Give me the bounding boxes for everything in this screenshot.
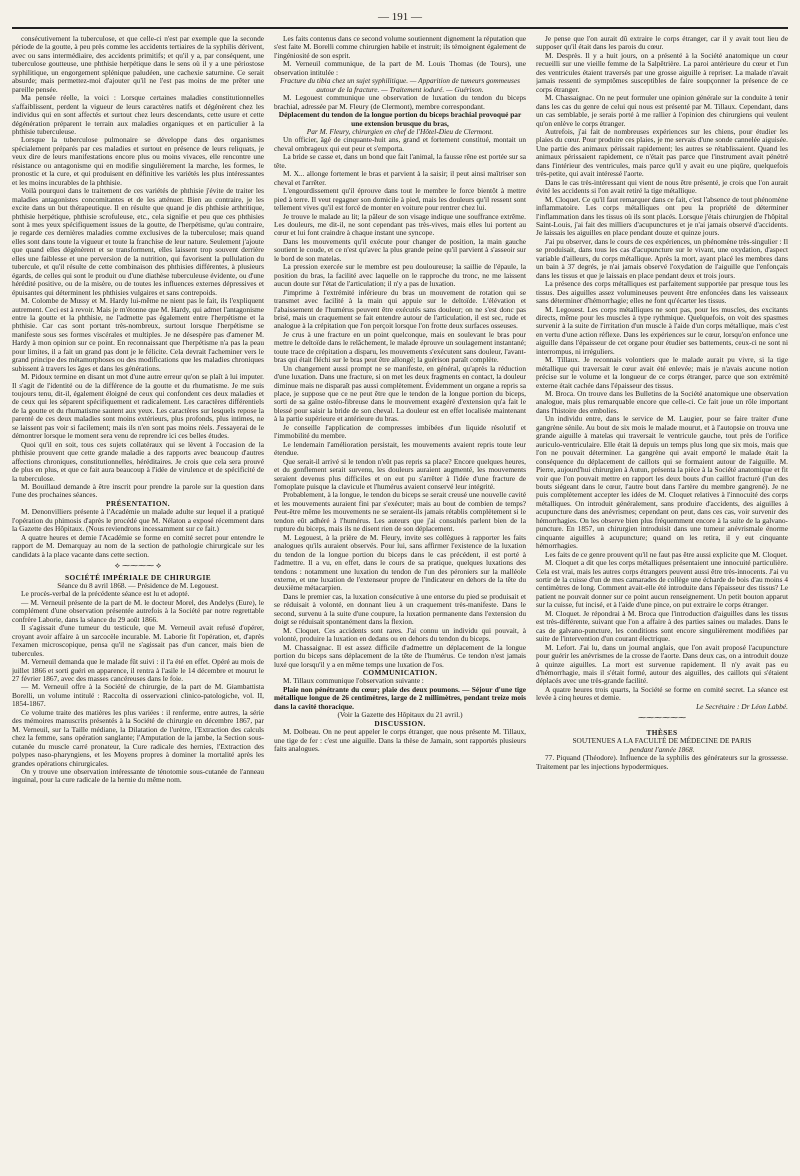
article-columns xyxy=(12,35,788,1170)
paragraph: La pression exercée sur le membre est peu douloureuse; la saillie de l'épaule, la position du bras, la facilité avec laquelle on le rapproche du tronc, ne me laissent aucun doute sur l'état de l'articulation; il n'y a pas de luxation. xyxy=(274,262,526,289)
col3-p1 xyxy=(536,35,788,703)
paragraph: M. Chassaignac. On ne peut formuler une opinion générale sur la conduite à tenir dans les cas du genre de celui qui nous est présenté par M. Tillaux. Cependant, dans un cas semblable, je serais porté à me rallier à l'opinion des chirurgiens qui veulent qu'on enlève le corps étranger. xyxy=(536,93,788,128)
column-left xyxy=(12,35,264,1170)
paragraph: Je crus à une fracture en un point quelconque, mais en soulevant le bras pour mettre le deltoïde dans le relâchement, le malade éprouve un soulagement instantané; toute trace de crépitation a disparu, les mouvements s'exécutent sans douleur, l'avant-bras qui était fléchi sur le bras peut être allongé; la guérison paraît complète. xyxy=(274,329,526,365)
paragraph: Ce volume traite des matières les plus variées : il renferme, entre autres, la série des mémoires manuscrits présentés à la Société de chirurgie en décembre 1867, par M. Verneuil, sur la Taille médiane, la Dilatation de l'urètre, l'Extraction des calculs chez la femme, sans opération sanglante; l'Amputation de la jambe, la Section sous-cutanée du muscle carré pronateur, la Cure radicale des hernies, l'Extraction des polypes naso-pharyngiens, et les Moyens propres à dominer la mortalité après les grandes opérations chirurgicales. xyxy=(12,707,264,768)
header-rule xyxy=(12,27,788,29)
paragraph: La présence des corps métalliques est parfaitement supportée par presque tous les tissus. Des aiguilles assez volumineuses peuvent être enfoncées dans les vaisseaux sans déterminer d'hémorrhagie; elles ne font qu'écarter les tissus. xyxy=(536,279,788,306)
col1-intro xyxy=(12,35,264,500)
paragraph: M. Legouest communique une observation de luxation du tendon du biceps brachial, adressée par M. Fleury (de Clermont), membre correspondant. xyxy=(274,93,526,111)
paragraph: M. Cloquet. Ce qu'il faut remarquer dans ce fait, c'est l'absence de tout phénomène inflammatoire. Les corps métalliques ont peu la propriété de déterminer l'inflammation dans les tissus où ils sont placés. Lorsque j'étais chirurgien de l'hôpital Saint-Louis, j'ai fait des milliers d'acupunctures et je n'ai jamais observé d'accidents. Je laissais les aiguilles en place pendant douze et quinze jours. xyxy=(536,194,788,238)
paragraph: M. Cloquet a dit que les corps métalliques présentaient une innocuité particulière. Cela est vrai, mais les autres corps étrangers peuvent aussi être très-innocents. J'ai vu sortir de la cuisse d'un de mes camarades de collège une écharde de bois d'au moins 4 centimètres de long. Comment avait-elle été introduite dans l'épaisseur des tissus? Le patient ne pouvait donner sur ce point aucun renseignement. Un petit bouton apparut sur la cuisse, fut incisé, et à l'aide d'une pince, on put extraire le corps étranger. xyxy=(536,558,788,610)
paragraph: J'imprime à l'extrémité inférieure du bras un mouvement de rotation qui se transmet avec facilité à la main qui appuie sur le deltoïde. L'élévation et l'abaissement de l'humérus peuvent être exécutés sans douleur; on ne s'est donc pas brisé, mais un craquement se fait entendre autour de l'articulation, il est sec, rude et analogue à la crépitation que l'on perçoit lorsque l'on frotte deux surfaces osseuses. xyxy=(274,287,526,331)
col1-presentation xyxy=(12,508,264,559)
ornamental-separator-2: ⁓⁓⁓⁓⁓⁓ xyxy=(638,713,686,723)
column-right xyxy=(536,35,788,1170)
col2-p3 xyxy=(274,136,526,669)
col2-p2 xyxy=(274,94,526,111)
paragraph: Je trouve le malade au lit; la pâleur de son visage indique une souffrance extrême. Les douleurs, me dit-il, ne sont cependant pas très-vives, mais elles lui portent au cœur et lui font craindre à chaque instant une syncope. xyxy=(274,211,526,238)
paragraph: Que serait-il arrivé si le tendon n'eût pas repris sa place? Encore quelques heures, et du gonflement serait survenu, les douleurs auraient augmenté, les mouvements seraient devenus plus difficiles et on eut pu s'arrêter à l'idée d'une fracture de l'omoplate puisque la clavicule et l'humérus avaient conservé leur intégrité. xyxy=(274,456,526,492)
paragraph: J'ai pu observer, dans le cours de ces expériences, un phénomène très-singulier : Il se produisait, dans tous les cas d'acupuncture sur le vivant, une oxydation, d'aspect variable d'ailleurs, du corps métallique. Après la mort, ayant placé les membres dans un bain à 37 degrés, je n'ai jamais observé l'oxydation de l'aiguille que l'enfonçais dans les tissus et que je laissais en place pendant deux et trois jours. xyxy=(536,236,788,280)
paragraph: Quoi qu'il en soit, tous ces sujets collatéraux qui se lèvent à l'occasion de la phthisie prouvent que cette grande maladie a des rapports avec beaucoup d'autres affections chroniques, constitutionnelles, héréditaires. Je crois que cela sera prouvé de plus en plus, et que ce fait aura beaucoup à l'idée de virulence et de spécificité de la tuberculose. xyxy=(12,439,264,483)
secretary-signature: Le Secrétaire : Dr Léon Labbé. xyxy=(696,701,788,711)
paragraph: — M. Verneuil présente de la part de M. le docteur Morel, des Andelys (Eure), le complément d'une observation présentée autrefois à la Société par notre regrettable confrère Laborie, dans la séance du 29 août 1866. xyxy=(12,597,264,624)
theses-section xyxy=(536,729,788,771)
observation-title: Fracture du tibia chez un sujet syphilitique. — Apparition de tumeurs gommeuses autour de la fracture. — Traitement ioduré. — Guérison. xyxy=(280,76,520,94)
paragraph: M. Verneuil demanda que le malade fût suivi : il l'a été en effet. Opéré au mois de juillet 1866 et sorti guéri en apparence, il rentra à l'asile le 14 décembre et mourut le 27 février 1867, avec des masses cancéreuses dans le foie. xyxy=(12,657,264,683)
article-title: Déplacement du tendon de la longue portion du biceps brachial provoqué par une extension brusque du bras, xyxy=(278,110,522,128)
communication-heading: COMMUNICATION. xyxy=(362,667,438,677)
paragraph: Le lendemain l'amélioration persistait, les mouvements avaient repris toute leur étendue. xyxy=(274,439,526,458)
paragraph: Il s'agissait d'une tumeur du testicule, que M. Verneuil avait refusé d'opérer, croyant avoir affaire à un sarcocèle incurable. M. Laborie fit l'opération, et, d'après l'examen microscopique, pensa qu'il ne s'agissait pas d'un cancer, mais bien de tubercules. xyxy=(12,623,264,658)
theses-subheading: SOUTENUES A LA FACULTÉ DE MÉDECINE DE PARIS xyxy=(572,736,752,746)
paragraph: Dans le cas très-intéressant qui vient de nous être présenté, je crois que l'on aurait évité les accidents si l'on avait retiré la tige métallique. xyxy=(536,177,788,196)
paragraph: M. Colombe de Mussy et M. Hardy lui-même ne nient pas le fait, ils l'expliquent autrement. Ceci est à revoir. Mais je m'étonne que M. Hardy, qui admet l'antagonisme entre la goutte et la phthisie, ne l'admette pas également entre l'herpétisme et la phthisie. Car cas sont portant très-nombreux, surtout lorsque l'herpétisme se manifeste sous ses formes viscérales et multiples. Je ne désespère pas d'amener M. Hardy à mon opinion sur ce point. En reconnaissant que l'herpétisme n'a pas la peau pour limites, il a fait un grand pas dont je le félicite. Cela devrait l'acheminer vers le grand principe des métamorphoses ou des modifications que les maladies chroniques subissent à travers les âges et dans les générations. xyxy=(12,296,264,373)
col1-society xyxy=(12,590,264,784)
paragraph: Un officier, âgé de cinquante-huit ans, grand et fortement constitué, montait un cheval ombrageux qui eut peur et s'emporta. xyxy=(274,135,526,153)
paragraph: Dans le premier cas, la luxation consécutive à une entorse du pied se produisait et se réduisait à volonté, en donnant lieu à un craquement très-manifeste. Dans le second, survenu à la suite d'une coupure, la luxation permanente dans l'extension du doigt se réduisait spontanément dans la flexion. xyxy=(274,591,526,627)
col2-p1 xyxy=(274,35,526,77)
paragraph: Un changement aussi prompt ne se manifeste, en général, qu'après la réduction d'une luxation. Dans une fracture, si on met les deux fragments en contact, la douleur diminue mais ne disparaît pas aussi complètement. Évidemment un organe a repris sa place, je suppose que ce ne peut être que le tendon de la longue portion du biceps, sorti de sa gaîne ostéo-fibreuse dans le mouvement exagéré d'extension qu'a fait le blessé pour saisir la bride de son cheval. La douleur est en effet localisée maintenant à la partie supérieure et antérieure du bras. xyxy=(274,363,526,424)
communication-reference: (Voir la Gazette des Hôpitaux du 21 avril.) xyxy=(337,710,463,720)
paragraph: M. Dolbeau. On ne peut appeler le corps étranger, que nous présente M. Tillaux, une tige de fer : c'est une aiguille. Dans la thèse de Jamain, sont rapportés plusieurs faits analogues. xyxy=(274,727,526,754)
paragraph: M. Chassaignac. Il est assez difficile d'admettre un déplacement de la longue portion du biceps sans déplacement de la tête de l'humérus. Ce tendon n'est jamais luxé que lorsqu'il y a en même temps une luxation de l'os. xyxy=(274,642,526,669)
paragraph: Autrefois, j'ai fait de nombreuses expériences sur les chiens, pour étudier les plaies du cœur. Pour produire ces plaies, je me servais d'une sonde cannelée aiguisée. Une partie des animaux périssait rapidement; les autres se rétablissaient. Quand les animaux périssaient rapidement, ce n'était pas parce que l'instrument avait pénétré dans l'intérieur des ventricules, mais parce qu'il y avait eu une piqûre, quelquefois très-petite, qui avait intéressé l'aorte. xyxy=(536,126,788,179)
col2-p4 xyxy=(274,728,526,753)
society-session: Séance du 8 avril 1868. — Présidence de M. Legouest. xyxy=(57,581,219,590)
paragraph: M. Cloquet. Je répondrai à M. Broca que l'introduction d'aiguilles dans les tissus est très-différente, suivant que l'on a affaire à des parties saines ou malades. Dans le cas de galvano-puncture, les conditions sont encore singulièrement modifiées par suite de l'intervention d'un courant électrique. xyxy=(536,608,788,644)
paragraph: M. Bouillaud demande à être inscrit pour prendre la parole sur la question dans l'une des prochaines séances. xyxy=(12,482,264,500)
communication-intro: M. Tillaux communique l'observation suivante : xyxy=(283,676,424,686)
paragraph: M. Lefort. J'ai lu, dans un journal anglais, que l'on avait proposé l'acupuncture pour guérir les anévrismes de la crosse de l'aorte. Dans deux cas, on a introduit douze à quinze aiguilles. La mort est survenue rapidement. Il n'y avait pas eu d'hémorrhagie, mais il s'était formé, autour des aiguilles, des caillots qui s'étaient déplacés avec une très-grande facilité. xyxy=(536,642,788,686)
paragraph: Le procès-verbal de la précédente séance est lu et adopté. xyxy=(21,589,190,599)
theses-item: 77. Piquand (Théodore). Influence de la syphilis des générateurs sur la grossesse. Traitement par les injections hypodermiques. xyxy=(536,753,788,771)
paragraph: Les faits contenus dans ce second volume soutiennent dignement la réputation que s'est faite M. Borelli comme chirurgien habile et instruit; ils témoignent également de l'ingéniosité de son esprit. xyxy=(274,35,526,60)
column-middle xyxy=(274,35,526,1170)
paragraph: Lorsque la tuberculose pulmonaire se développe dans des organismes spécialement préparés par ces maladies et surtout en présence de leurs reliquats, je veux dire de leurs manifestations encore plus ou moins vivaces, elle rencontre une résistance ou antagonisme qui en modifie singulièrement la marche, les formes, le pronostic et la cure, et qui produisent en définitive les variétés les plus intéressantes et les moins incurables de la phthisie. xyxy=(12,135,264,187)
paragraph: La bride se casse et, dans un bond que fait l'animal, la fausse rêne est portée sur sa tête. xyxy=(274,152,526,170)
paragraph: M. Cloquet. Ces accidents sont rares. J'ai connu un individu qui pouvait, à volonté, produire la luxation en dedans ou en dehors du tendon du biceps. xyxy=(274,625,526,644)
paragraph: consécutivement la tuberculose, et que celle-ci n'est par exemple que la seconde période de la goutte, à peu près comme les accidents tertiaires de la syphilis dérivent, avec ou sans intermédiaire, des accidents primitifs; et qu'il y a, par conséquent, une tuberculose goutteuse, une phthisie herpétique dans le sens où il y a une périostose syphilitique, un engorgement splénique paludéen, une cachexie saturnine. Ce serait absurde; mais permettez-moi d'ajouter qu'il ne l'est pas moins de me prêter une pareille pensée. xyxy=(12,35,264,94)
paragraph: Ma pensée réelle, la voici : Lorsque certaines maladies constitutionnelles s'affaiblissent, perdent la vigueur de leurs caractères natifs et dégénèrent chez les individus qui en sont affectés et surtout chez leurs descendants, cette usure et cette dégénération préparent le terrain aux maladies organiques et en particulier à la phthisie tuberculeuse. xyxy=(12,93,264,136)
paragraph: A quatre heures trois quarts, la Société se forme en comité secret. La séance est levée à cinq heures et demie. xyxy=(536,684,788,703)
paragraph: A quatre heures et demie l'Académie se forme en comité secret pour entendre le rapport de M. Demarquay au nom de la section de pathologie chirurgicale sur les candidats à la place vacante dans cette section. xyxy=(12,532,264,559)
paragraph: L'engourdissement qu'il éprouve dans tout le membre le force bientôt à mettre pied à terre. Il veut regagner son domicile à pied, mais les douleurs qu'il ressent sont tellement vives qu'il est forcé de monter en voiture pour rentrer chez lui. xyxy=(274,186,526,213)
paragraph: Je pense que l'on aurait dû extraire le corps étranger, car il y avait tout lieu de supposer qu'il était dans les parois du cœur. xyxy=(536,35,788,52)
paragraph: Dans les mouvements qu'il exécute pour changer de position, la main gauche soutient le coude, et ce n'est qu'avec la plus grande peine qu'il parvient à s'asseoir sur le bord de son matelas. xyxy=(274,236,526,263)
article-author: Par M. Fleury, chirurgien en chef de l'Hôtel-Dieu de Clermont. xyxy=(306,126,494,136)
communication-title: Plaie non pénétrante du cœur; plaie des deux poumons. — Séjour d'une tige métallique longue de 26 centimètres, large de 2 millimètres, pendant treize mois dans la cavité thoracique. xyxy=(274,684,526,711)
theses-year: pendant l'année 1868. xyxy=(629,744,695,754)
paragraph: M. Pidoux termine en disant un mot d'une autre erreur qu'on se plaît à lui imputer. Il s'agit de l'identité ou de la différence de la goutte et du rhumatisme. Je me suis toujours tenu, dit-il, également éloigné de ceux qui confondent ces deux maladies et de ceux qui les séparent spécifiquement et radicalement. Les caractères différentiels de la goutte et du rhumatisme sautent aux yeux. Les caractères sur lesquels repose la parenté de ces deux maladies sont moins extérieurs, plus profonds, plus intimes, ne se laissent pas voir si facilement; mais ils n'en sont pas moins réels. J'essayerai de le démontrer lorsque le moment sera venu de reprendre ici ces belles études. xyxy=(12,372,264,441)
paragraph: M. Tillaux. Je reconnais volontiers que le malade aurait pu vivre, si la tige métallique qui traversait le cœur avait été enlevée; mais je n'avais aucune notion précise sur le volume et la longueur de ce corps étranger, parce que son extrémité externe était cachée dans l'épaisseur des tissus. xyxy=(536,355,788,390)
theses-heading: THÈSES xyxy=(646,727,678,737)
paragraph: On y trouve une observation intéressante de ténotomie sous-cutanée de l'anneau inguinal, pour la cure radicale de la hernie du même nom. xyxy=(12,766,264,785)
paragraph: Je conseille l'application de compresses imbibées d'un liquide résolutif et l'immobilité du membre. xyxy=(274,422,526,441)
paragraph: M. Desprès. Il y a huit jours, on a présenté à la Société anatomique un cœur recueilli sur une vieille femme de la Salpêtrière. La paroi antérieure du cœur et l'un des ventricules étaient traversés par une grosse aiguille à repriser. La malade n'avait jamais ressenti de symptômes susceptibles de faire soupçonner la présence de ce corps étranger. xyxy=(536,50,788,94)
paragraph: M. Broca. On trouve dans les Bulletins de la Société anatomique une observation analogue, mais plus remarquable encore que celle-ci. Ce fait joue un rôle important dans l'histoire des embolies. xyxy=(536,389,788,415)
paragraph: Un individu entre, dans le service de M. Laugier, pour se faire traiter d'une gangrène sénile. Au bout de six mois le malade mourut, et à l'autopsie on trouva une grande aiguille à matelas qui traversait le ventricule gauche, tout près de l'orifice auriculo-ventriculaire. Elle était là depuis un temps plus long que six mois, mais que l'on ne pouvait déterminer. La gangrène qui avait emporté le malade était la conséquence du déplacement de caillots qui se formaient autour de l'aiguille. M. Pierre, aujourd'hui chirurgien à Autun, présenta la pièce à la Société anatomique et fit voir que l'on pouvait mettre en rapport les deux bouts d'un caillot fracturé (l'un des bouts siégeant dans le cœur, l'autre bout dans l'artère du membre gangrené). Je ne puis complètement accepter les idées de M. Cloquet relatives à l'innocuité des corps métalliques. On introduit généralement, sans produire d'accidents, des aiguilles à acupuncture dans des anévrismes; cependant on peut, dans ces cas, voir survenir des hémorrhagies. On les observe bien plus fréquemment encore à la suite de la galvano-puncture. En 1857, un chirurgien introduisit dans une tumeur anévrismale énorme cinquante aiguilles à acupuncture; quand on les retira, il y eut cinquante hémorrhagies. xyxy=(536,414,788,551)
society-heading: SOCIÉTÉ IMPÉRIALE DE CHIRURGIE xyxy=(64,572,212,582)
discussion-heading: DISCUSSION. xyxy=(374,718,426,728)
paragraph: Voilà pourquoi dans le traitement de ces variétés de phthisie j'évite de traiter les maladies antagonistes concomitantes et de les atténuer. Bien au contraire, je les excite dans un but thérapeutique. Il en résulte que quand je dis phthisie arthritique, phthisie herpétique, phthisie scrofuleuse, etc., cela signifie et peu que ces phthisies sont à mes yeux spécifiquement issues de la goutte, de l'herpétisme, qu'au contraire, je regarde ces dernières maladies comme exclusives de la tuberculose; mais quand elles sont dans toute la vigueur et toute la franchise de leur nature. Seulement j'ajoute que quand elles dégénèrent et se transforment, elles laissent trop souvent derrière elles une faiblesse et une perversion de la nutrition, qui favorisent la pullulation du tubercule, et qu'il résulte de cette combinaison des phthisies différentes, à plusieurs égards, de celles qui sont le produit ou d'une diathèse tuberculeuse évidente, ou d'une hérédité positive, ou de la misère, ou de toutes les influences externes dépressives et épuisantes qui déterminent les phthisies vulgaires et sans contrepoids. xyxy=(12,186,264,297)
paragraph: M. Legouest, à la prière de M. Fleury, invite ses collègues à rapporter les faits analogues qu'ils auraient observés. Pour lui, sans affirmer l'existence de la luxation du tendon de la longue portion du biceps dans le cas précédent, il est porté à l'admettre. Il a vu, en effet, dans le cours de sa pratique, quelques luxations des tendons : notamment une luxation du tendon de l'un des péroniers sur la malléole externe, et une luxation de l'extenseur propre de l'indicateur en dehors de la tête du deuxième métacarpien. xyxy=(274,532,526,593)
paragraph: M. Verneuil communique, de la part de M. Louis Thomas (de Tours), une observation intitulée : xyxy=(274,59,526,77)
paragraph: M. X... allonge fortement le bras et parvient à la saisir; il peut ainsi maîtriser son cheval et l'arrêter. xyxy=(274,169,526,187)
presentation-heading: PRÉSENTATION. xyxy=(106,498,170,508)
paragraph: Probablement, à la longue, le tendon du biceps se serait creusé une nouvelle cavité et les mouvements auraient fini par s'exécuter; mais au bout de combien de temps? Peut-être même les mouvements ne se seraient-ils jamais rétablis complètement si le tendon eût adhéré à l'humérus. Les auteurs que j'ai consultés parlent bien de la rupture du biceps, mais ils ne disent rien de son déplacement. xyxy=(274,490,526,534)
ornamental-separator: ⟡ ⁓⁓⁓⁓ ⟡ xyxy=(114,561,162,571)
paragraph: Les faits de ce genre prouvent qu'il ne faut pas être aussi explicite que M. Cloquet. xyxy=(545,549,788,559)
page-number: — 191 — xyxy=(378,11,422,23)
paragraph: M. Legouest. Les corps métalliques ne sont pas, pour les muscles, des excitants directs, même pour les muscles à type rythmique. Quelquefois, on voit des spasmes survenir à la suite de l'irritation d'un muscle à l'aide d'un corps métallique, mais c'est en vertu d'une action réflexe. Dans les expériences sur le cœur, lorsqu'on enfonce une aiguille dans l'épaisseur de cet organe pour étudier ses battements, ceux-ci ne sont ni interrompus, ni irréguliers. xyxy=(536,304,788,356)
paragraph: — M. Verneuil offre à la Société de chirurgie, de la part de M. Giambattista Borelli, un volume intitulé : Raccolta di osservazioni clinico-patologiche, vol. II, 1854-1867. xyxy=(12,682,264,709)
paragraph: M. Denonvilliers présente à l'Académie un malade adulte sur lequel il a pratiqué l'opération du phimosis d'après le procédé que M. Nélaton a exposé récemment dans la Gazette des Hôpitaux. (Nous reviendrons incessamment sur ce fait.) xyxy=(12,507,264,534)
